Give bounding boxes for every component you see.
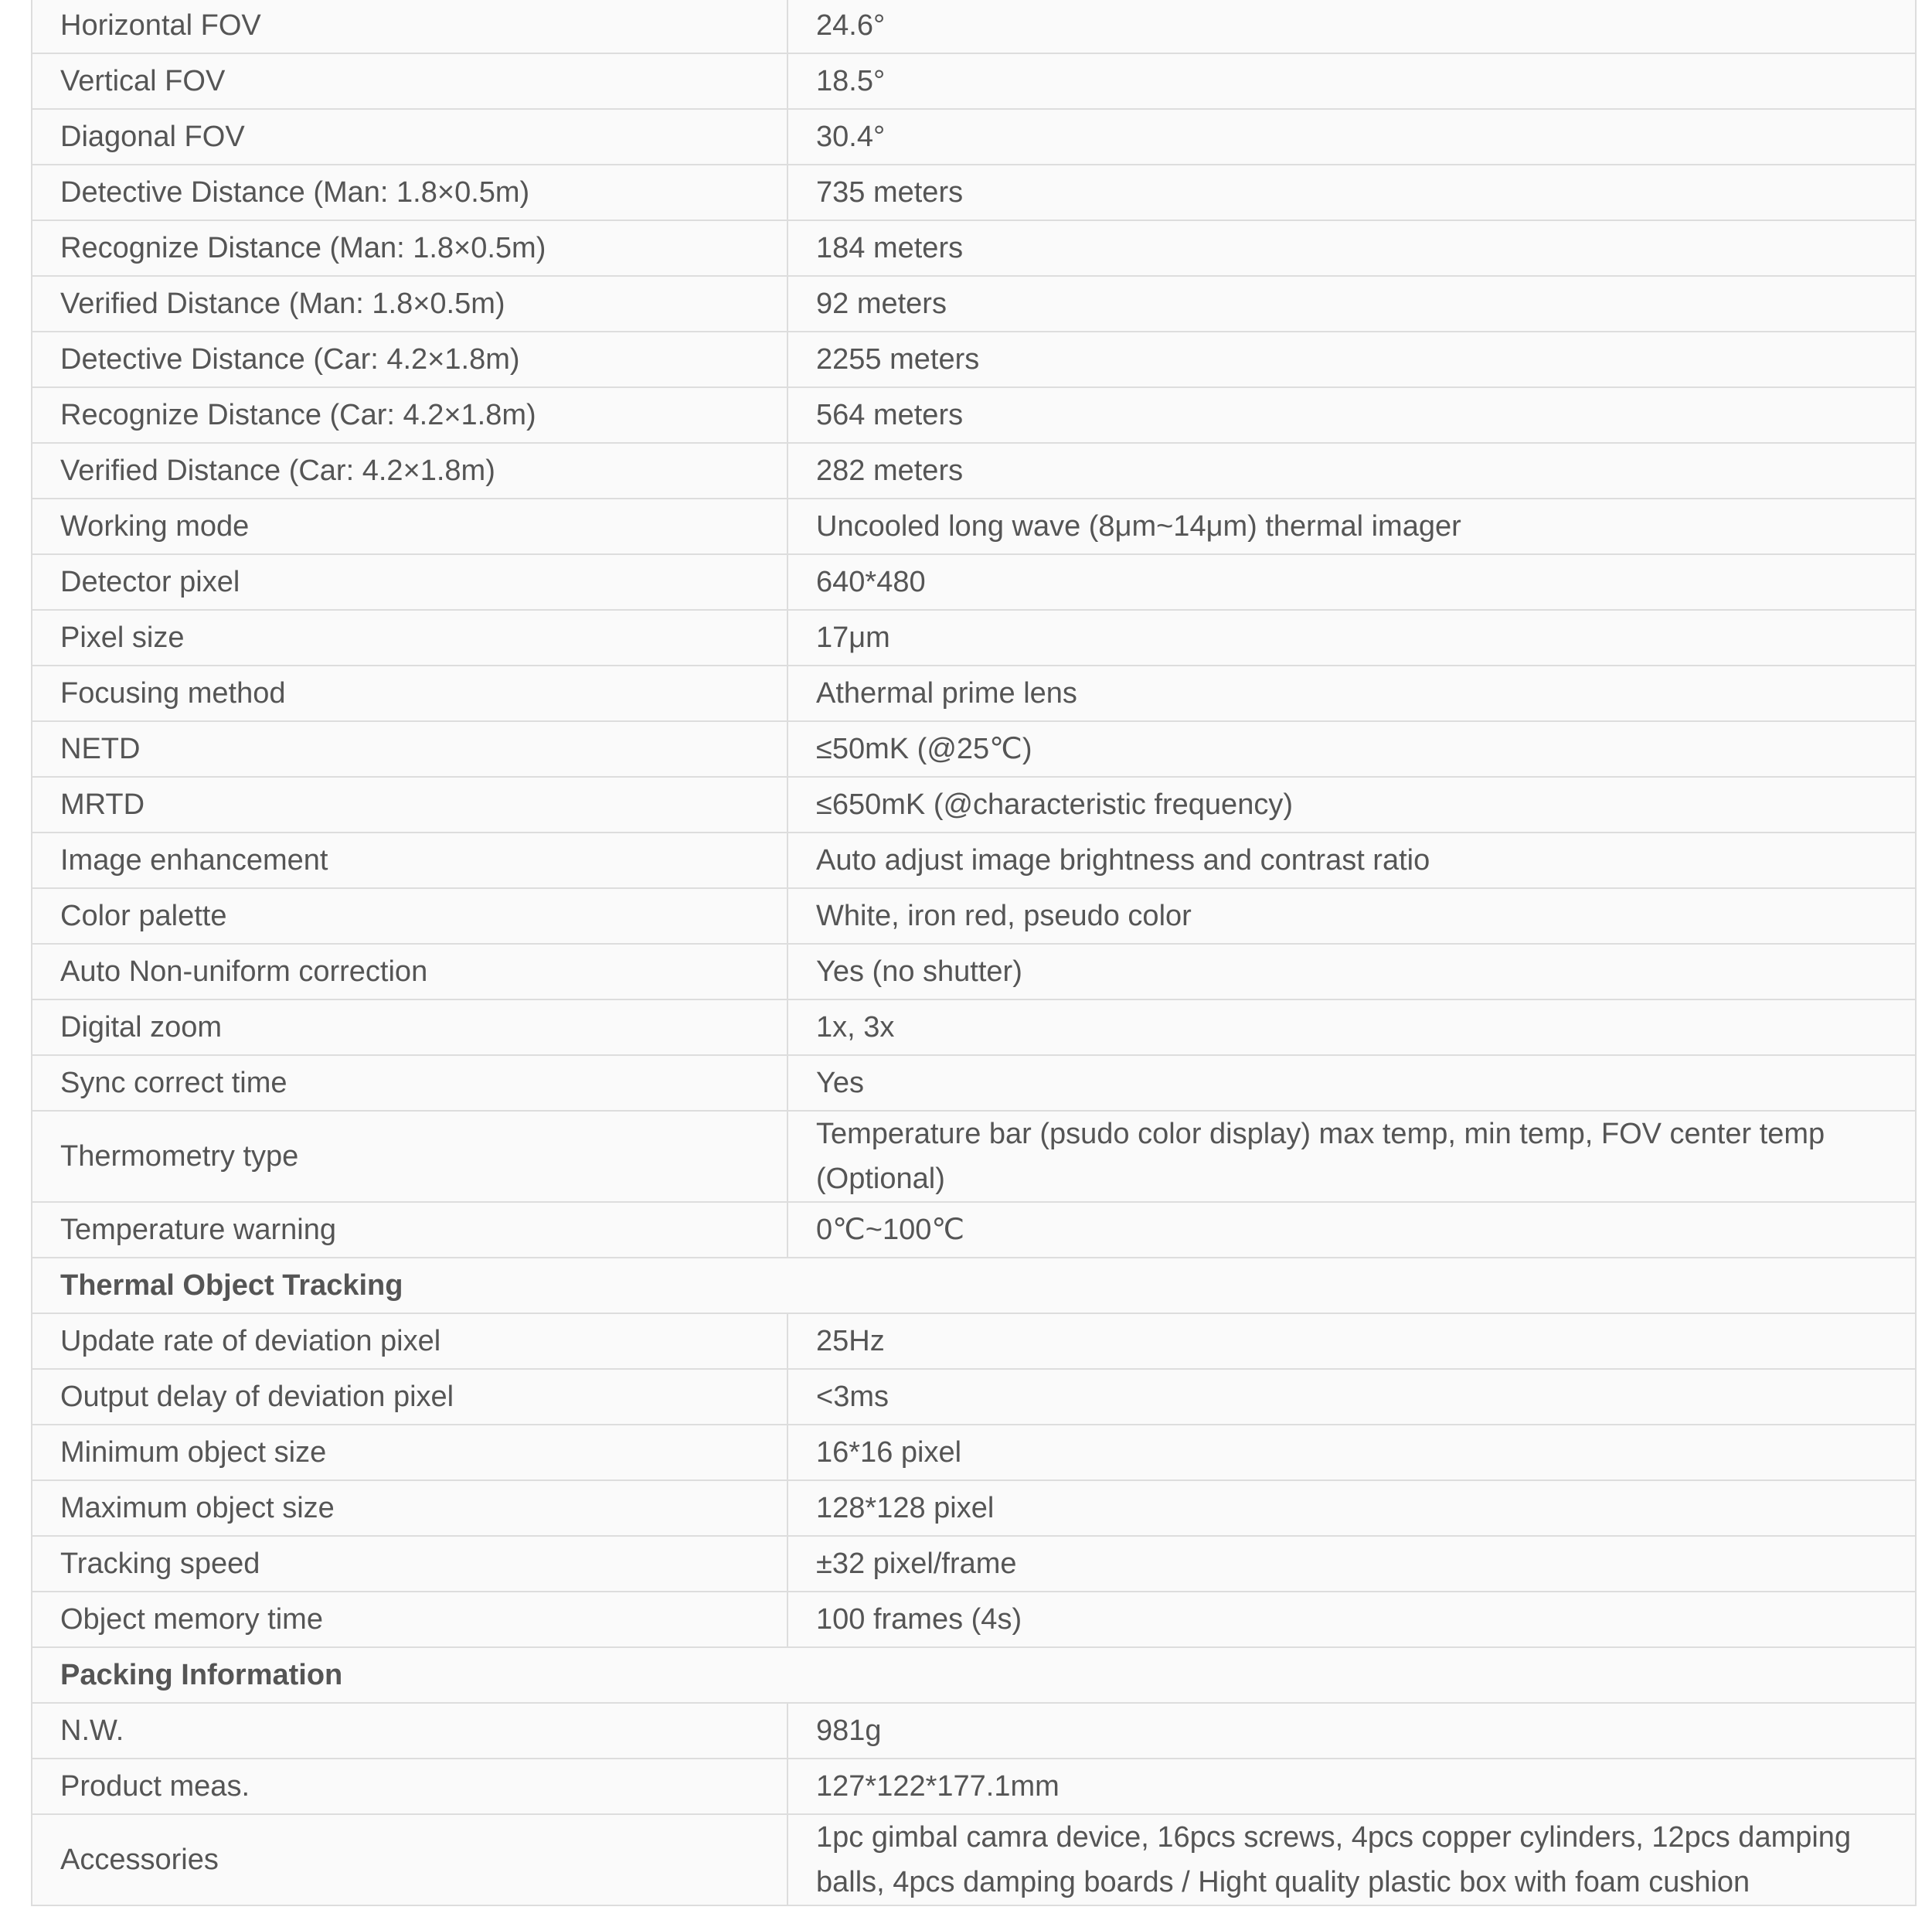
spec-label: Temperature warning bbox=[32, 1202, 787, 1258]
spec-label: Sync correct time bbox=[32, 1055, 787, 1111]
spec-label: Detective Distance (Man: 1.8×0.5m) bbox=[32, 165, 787, 220]
table-row bbox=[32, 1369, 1916, 1425]
spec-label: Image enhancement bbox=[32, 833, 787, 888]
spec-value: 735 meters bbox=[787, 165, 1916, 220]
spec-value: 92 meters bbox=[787, 276, 1916, 332]
spec-label: Horizontal FOV bbox=[32, 0, 787, 53]
table-row bbox=[32, 1425, 1916, 1480]
spec-label: Detective Distance (Car: 4.2×1.8m) bbox=[32, 332, 787, 387]
spec-value: 30.4° bbox=[787, 109, 1916, 165]
table-row bbox=[32, 944, 1916, 999]
spec-value: Auto adjust image brightness and contrast ratio bbox=[787, 833, 1916, 888]
spec-value: 1pc gimbal camra device, 16pcs screws, 4pcs copper cylinders, 12pcs damping balls, 4pcs damping boards / Hight quality plastic box with foam cushion bbox=[787, 1814, 1916, 1905]
spec-value: 128*128 pixel bbox=[787, 1480, 1916, 1536]
table-row bbox=[32, 833, 1916, 888]
spec-label: NETD bbox=[32, 721, 787, 777]
spec-label: MRTD bbox=[32, 777, 787, 833]
table-row bbox=[32, 666, 1916, 721]
table-row bbox=[32, 1480, 1916, 1536]
table-row bbox=[32, 1814, 1916, 1905]
spec-label: Recognize Distance (Car: 4.2×1.8m) bbox=[32, 387, 787, 443]
table-row bbox=[32, 220, 1916, 276]
spec-label: Recognize Distance (Man: 1.8×0.5m) bbox=[32, 220, 787, 276]
spec-value: 25Hz bbox=[787, 1313, 1916, 1369]
table-row bbox=[32, 0, 1916, 53]
table-row bbox=[32, 1759, 1916, 1814]
spec-label: Verified Distance (Man: 1.8×0.5m) bbox=[32, 276, 787, 332]
table-row bbox=[32, 499, 1916, 554]
spec-label: Verified Distance (Car: 4.2×1.8m) bbox=[32, 443, 787, 499]
table-row bbox=[32, 1536, 1916, 1592]
spec-table bbox=[31, 0, 1917, 1906]
spec-label: Vertical FOV bbox=[32, 53, 787, 109]
table-row bbox=[32, 610, 1916, 666]
spec-label: Update rate of deviation pixel bbox=[32, 1313, 787, 1369]
spec-value: 17μm bbox=[787, 610, 1916, 666]
spec-value: 564 meters bbox=[787, 387, 1916, 443]
spec-label: Tracking speed bbox=[32, 1536, 787, 1592]
spec-label: Diagonal FOV bbox=[32, 109, 787, 165]
table-row bbox=[32, 999, 1916, 1055]
spec-value: Temperature bar (psudo color display) max temp, min temp, FOV center temp (Optional) bbox=[787, 1111, 1916, 1202]
spec-value: Uncooled long wave (8μm~14μm) thermal imager bbox=[787, 499, 1916, 554]
spec-value: 184 meters bbox=[787, 220, 1916, 276]
spec-value: 16*16 pixel bbox=[787, 1425, 1916, 1480]
spec-value: White, iron red, pseudo color bbox=[787, 888, 1916, 944]
spec-label: Working mode bbox=[32, 499, 787, 554]
table-row bbox=[32, 777, 1916, 833]
spec-value: <3ms bbox=[787, 1369, 1916, 1425]
table-row bbox=[32, 1111, 1916, 1202]
spec-label: Focusing method bbox=[32, 666, 787, 721]
spec-value: 0℃~100℃ bbox=[787, 1202, 1916, 1258]
table-row bbox=[32, 1592, 1916, 1647]
section-header-row bbox=[32, 1258, 1916, 1313]
table-row bbox=[32, 1202, 1916, 1258]
table-row bbox=[32, 721, 1916, 777]
section-title: Packing Information bbox=[32, 1647, 1916, 1703]
table-row bbox=[32, 888, 1916, 944]
spec-label: Maximum object size bbox=[32, 1480, 787, 1536]
spec-label: Product meas. bbox=[32, 1759, 787, 1814]
spec-label: Thermometry type bbox=[32, 1111, 787, 1202]
spec-value: Yes bbox=[787, 1055, 1916, 1111]
table-row bbox=[32, 554, 1916, 610]
spec-label: Accessories bbox=[32, 1814, 787, 1905]
spec-value: 18.5° bbox=[787, 53, 1916, 109]
table-row bbox=[32, 1703, 1916, 1759]
spec-value: ±32 pixel/frame bbox=[787, 1536, 1916, 1592]
spec-value: ≤50mK (@25℃) bbox=[787, 721, 1916, 777]
spec-value: 127*122*177.1mm bbox=[787, 1759, 1916, 1814]
spec-label: Color palette bbox=[32, 888, 787, 944]
spec-value: 282 meters bbox=[787, 443, 1916, 499]
table-row bbox=[32, 1313, 1916, 1369]
table-row bbox=[32, 276, 1916, 332]
section-header-row bbox=[32, 1647, 1916, 1703]
table-row bbox=[32, 109, 1916, 165]
spec-value: 1x, 3x bbox=[787, 999, 1916, 1055]
table-row bbox=[32, 53, 1916, 109]
spec-label: N.W. bbox=[32, 1703, 787, 1759]
table-row bbox=[32, 332, 1916, 387]
spec-value: Athermal prime lens bbox=[787, 666, 1916, 721]
spec-value: ≤650mK (@characteristic frequency) bbox=[787, 777, 1916, 833]
spec-label: Digital zoom bbox=[32, 999, 787, 1055]
spec-value: 100 frames (4s) bbox=[787, 1592, 1916, 1647]
spec-label: Minimum object size bbox=[32, 1425, 787, 1480]
table-row bbox=[32, 165, 1916, 220]
spec-label: Detector pixel bbox=[32, 554, 787, 610]
table-row bbox=[32, 387, 1916, 443]
spec-table-body bbox=[32, 0, 1916, 1905]
spec-label: Object memory time bbox=[32, 1592, 787, 1647]
table-row bbox=[32, 443, 1916, 499]
table-row bbox=[32, 1055, 1916, 1111]
spec-label: Pixel size bbox=[32, 610, 787, 666]
spec-value: 24.6° bbox=[787, 0, 1916, 53]
spec-value: 640*480 bbox=[787, 554, 1916, 610]
spec-value: 2255 meters bbox=[787, 332, 1916, 387]
spec-label: Output delay of deviation pixel bbox=[32, 1369, 787, 1425]
spec-value: Yes (no shutter) bbox=[787, 944, 1916, 999]
section-title: Thermal Object Tracking bbox=[32, 1258, 1916, 1313]
spec-label: Auto Non-uniform correction bbox=[32, 944, 787, 999]
spec-value: 981g bbox=[787, 1703, 1916, 1759]
